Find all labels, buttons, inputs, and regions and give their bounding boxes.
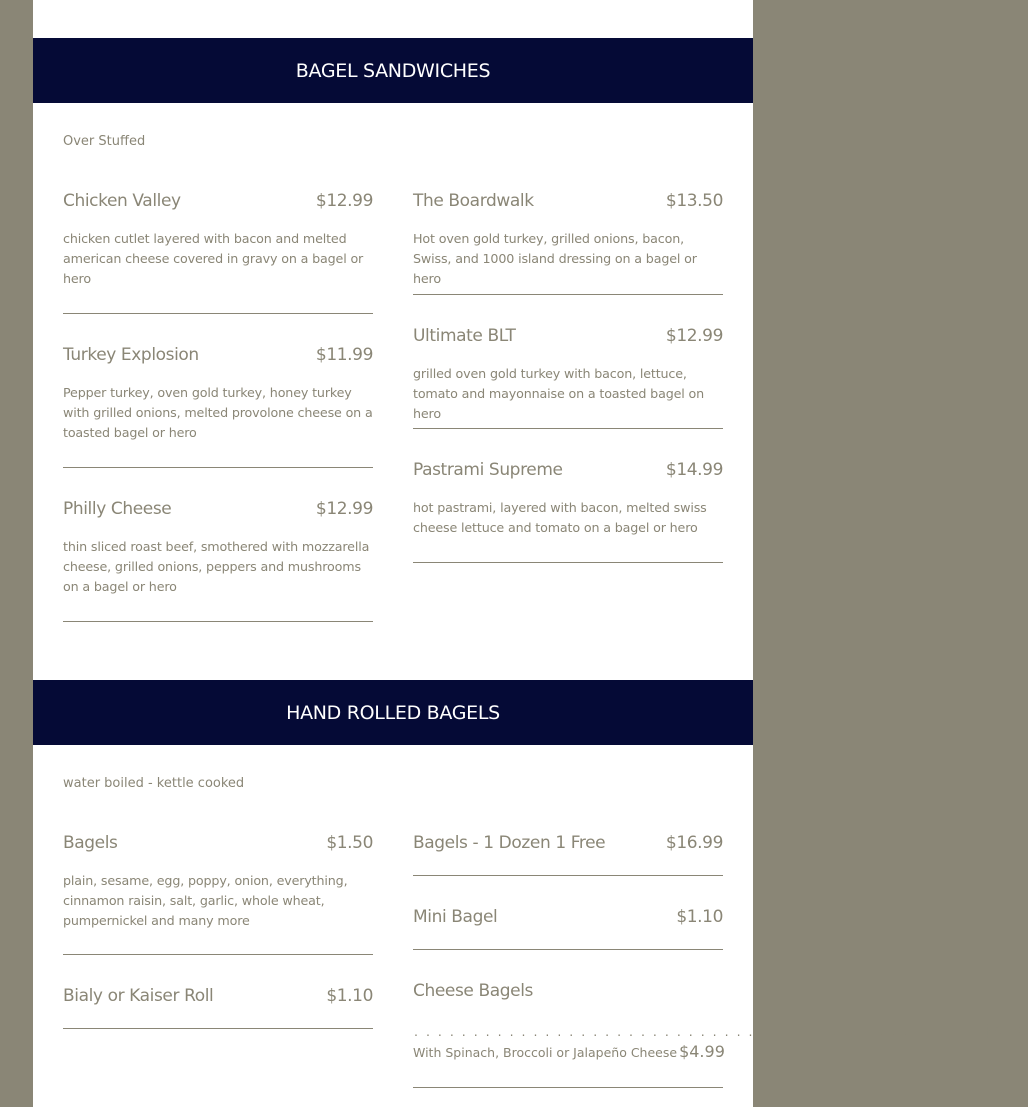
menu-item[interactable] <box>413 460 723 563</box>
menu-item[interactable] <box>413 907 723 950</box>
item-name: Chicken Valley <box>63 191 181 211</box>
menu-item[interactable] <box>413 191 723 295</box>
menu-column-right <box>413 191 723 563</box>
item-price: $14.99 <box>665 460 723 480</box>
item-description: Pepper turkey, oven gold turkey, honey turkey with grilled onions, melted provolone cheese on a toasted bagel or hero <box>63 385 373 440</box>
menu-item[interactable] <box>63 986 373 1029</box>
item-description: chicken cutlet layered with bacon and melted american cheese covered in gravy on a bagel or hero <box>63 231 364 286</box>
item-name: Bagels <box>63 833 118 853</box>
option-label: With Spinach, Broccoli or Jalapeño Cheese <box>413 1045 678 1060</box>
section-title: HAND ROLLED BAGELS <box>286 701 500 724</box>
option-price: $4.99 <box>679 1042 725 1061</box>
item-description: thin sliced roast beef, smothered with mozzarella cheese, grilled onions, peppers and mushrooms on a bagel or hero <box>63 539 370 594</box>
price-option <box>413 1042 723 1061</box>
item-name: Pastrami Supreme <box>413 460 563 480</box>
price-option <box>413 1021 1028 1040</box>
section-banner-bagel-sandwiches <box>33 38 753 103</box>
item-description: plain, sesame, egg, poppy, onion, everything, cinnamon raisin, salt, garlic, whole wheat, pumpernickel and many more <box>63 873 348 928</box>
item-name: Cheese Bagels <box>413 981 533 1001</box>
section-title: BAGEL SANDWICHES <box>295 59 491 82</box>
menu-column-left <box>63 191 373 622</box>
section-banner-hand-rolled-bagels <box>33 680 753 745</box>
item-description: Hot oven gold turkey, grilled onions, bacon, Swiss, and 1000 island dressing on a bagel or hero <box>413 231 697 286</box>
item-price: $1.10 <box>326 986 373 1006</box>
item-price: $1.10 <box>676 907 723 927</box>
leader-dots: . . . . . . . . . . . . . . . . . . . . . . . . . . . . . . . . . . . . . . . . . . . . . . . . <box>414 1024 982 1039</box>
menu-column-right <box>413 833 1028 1088</box>
item-name: Ultimate BLT <box>413 326 516 346</box>
menu-item[interactable] <box>63 191 373 314</box>
menu-item[interactable] <box>413 833 723 876</box>
menu-item[interactable] <box>63 499 373 622</box>
menu-page <box>33 0 1028 1107</box>
item-price: $1.50 <box>326 833 373 853</box>
item-price: $16.99 <box>665 833 723 853</box>
item-description: grilled oven gold turkey with bacon, lettuce, tomato and mayonnaise on a toasted bagel on hero <box>413 366 705 421</box>
item-name: The Boardwalk <box>413 191 534 211</box>
item-price: $12.99 <box>315 191 373 211</box>
section-subtitle: water boiled - kettle cooked <box>63 776 245 791</box>
menu-item[interactable] <box>63 833 373 955</box>
item-price: $12.99 <box>315 499 373 519</box>
item-description: hot pastrami, layered with bacon, melted swiss cheese lettuce and tomato on a bagel or hero <box>413 500 707 535</box>
item-name: Bialy or Kaiser Roll <box>63 986 214 1006</box>
item-name: Turkey Explosion <box>63 345 199 365</box>
item-price: $12.99 <box>665 326 723 346</box>
item-price: $13.50 <box>665 191 723 211</box>
item-name: Mini Bagel <box>413 907 498 927</box>
option-price: $4.50 <box>982 1021 1028 1040</box>
menu-item-cheese-bagels[interactable] <box>413 981 1028 1088</box>
menu-column-left <box>63 833 373 1029</box>
menu-item[interactable] <box>63 345 373 468</box>
menu-item[interactable] <box>413 326 723 429</box>
item-price: $11.99 <box>315 345 373 365</box>
section-subtitle: Over Stuffed <box>63 134 146 149</box>
item-name: Bagels - 1 Dozen 1 Free <box>413 833 606 853</box>
item-name: Philly Cheese <box>63 499 172 519</box>
